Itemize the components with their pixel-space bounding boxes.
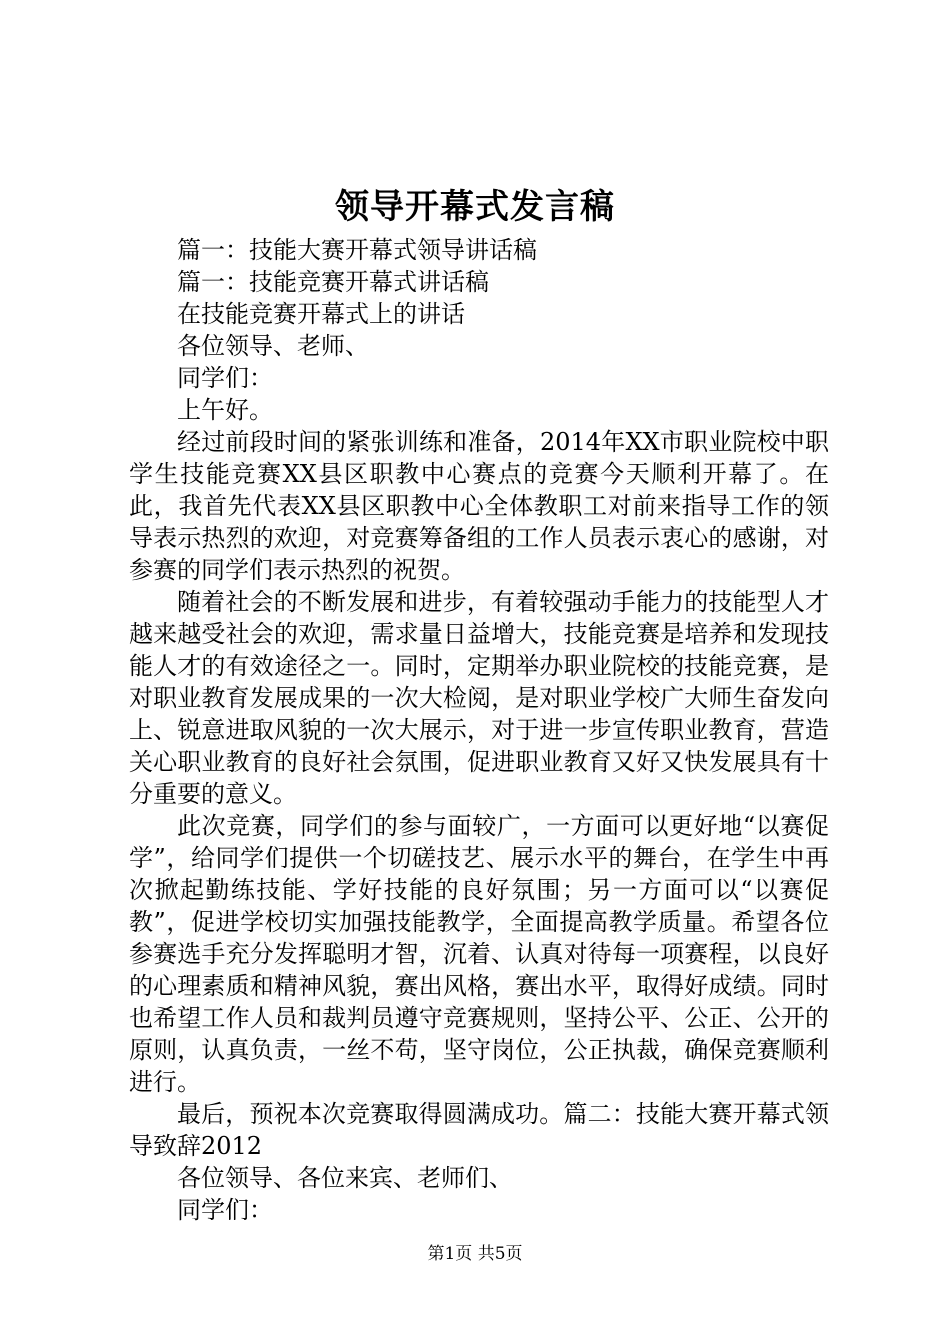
speech-title-line: 在技能竞赛开幕式上的讲话 (177, 300, 465, 328)
paragraph-2: 随着社会的不断发展和进步，有着较强动手能力的技能型人才越来越受社会的欢迎，需求量日益增大，技能竞赛是培养和发现技能人才的有效途径之一。同时，定期举办职业院校的技能竞赛，是对职业教育发展成果的一次大检阅，是对职业学校广大师生奋发向上、锐意进取风貌的一次大展示，对于进一步宣传职业教育，营造关心职业教育的良好社会氛围，促进职业教育又好又快发展具有十分重要的意义。 (129, 588, 829, 808)
closing-salutation-1: 各位领导、各位来宾、老师们、 (177, 1164, 513, 1192)
heading-line-2: 篇一：技能竞赛开幕式讲话稿 (177, 268, 489, 296)
heading-line-1: 篇一：技能大赛开幕式领导讲话稿 (177, 236, 537, 264)
salutation-line-2: 同学们： (177, 364, 273, 392)
paragraph-4: 最后，预祝本次竞赛取得圆满成功。篇二：技能大赛开幕式领导致辞2012 (129, 1100, 829, 1160)
closing-salutation-2: 同学们： (177, 1196, 273, 1224)
greeting-line: 上午好。 (177, 396, 273, 424)
salutation-line-1: 各位领导、老师、 (177, 332, 369, 360)
paragraph-1: 经过前段时间的紧张训练和准备，2014年XX市职业院校中职学生技能竞赛XX县区职教中心赛点的竞赛今天顺利开幕了。在此，我首先代表XX县区职教中心全体教职工对前来指导工作的领导表示热烈的欢迎，对竞赛筹备组的工作人员表示衷心的感谢，对参赛的同学们表示热烈的祝贺。 (129, 428, 829, 584)
page-footer: 第1页 共5页 (427, 1244, 523, 1264)
paragraph-3: 此次竞赛，同学们的参与面较广，一方面可以更好地“以赛促学”，给同学们提供一个切磋技艺、展示水平的舞台，在学生中再次掀起勤练技能、学好技能的良好氛围；另一方面可以“以赛促教”，促进学校切实加强技能教学，全面提高教学质量。希望各位参赛选手充分发挥聪明才智，沉着、认真对待每一项赛程，以良好的心理素质和精神风貌，赛出风格，赛出水平，取得好成绩。同时也希望工作人员和裁判员遵守竞赛规则，坚持公平、公正、公开的原则，认真负责，一丝不苟，坚守岗位，公正执裁，确保竞赛顺利进行。 (129, 812, 829, 1096)
document-title: 领导开幕式发言稿 (335, 187, 615, 227)
document-body (129, 234, 829, 1226)
